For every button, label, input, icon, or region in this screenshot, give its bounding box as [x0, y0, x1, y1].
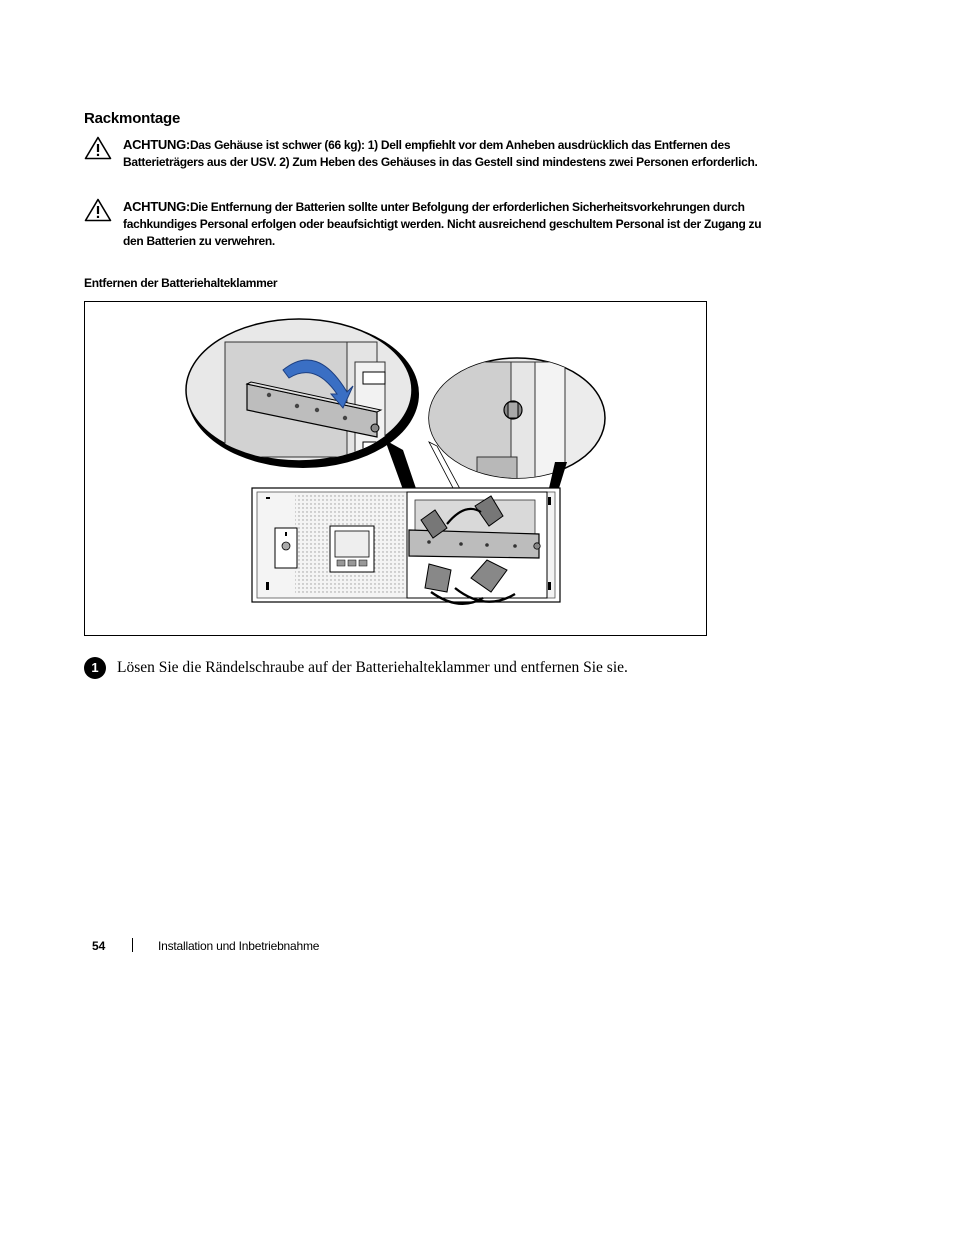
figure-frame	[84, 301, 707, 636]
footer-chapter-title: Installation und Inbetriebnahme	[158, 939, 320, 953]
caution-text	[123, 136, 763, 171]
step-number-badge: 1	[84, 657, 106, 679]
caution-label: ACHTUNG:	[123, 199, 190, 214]
figure-caption: Entfernen der Batteriehalteklammer	[84, 276, 278, 290]
page-number: 54	[92, 939, 106, 953]
warning-triangle-icon	[84, 136, 112, 160]
footer-separator	[132, 938, 133, 952]
ups-battery-bracket-illustration	[85, 302, 706, 635]
caution-label: ACHTUNG:	[123, 137, 190, 152]
warning-triangle-icon	[84, 198, 112, 222]
caution-body: Das Gehäuse ist schwer (66 kg): 1) Dell empfiehlt vor dem Anheben ausdrücklich das Entfernen des Batterieträgers aus der USV. 2) Zum Heben des Gehäuses in das Gestell sind mindestens zwei Personen erforderlich.	[123, 138, 758, 169]
step-text: Lösen Sie die Rändelschraube auf der Batteriehalteklammer und entfernen Sie sie.	[117, 659, 628, 676]
section-title: Rackmontage	[84, 110, 181, 127]
caution-body: Die Entfernung der Batterien sollte unter Befolgung der erforderlichen Sicherheitsvorkehrungen durch fachkundiges Personal erfolgen oder beaufsichtigt werden. Nicht ausreichend geschultem Personal ist der Zugang zu den Batterien zu verwehren.	[123, 200, 762, 248]
caution-text	[123, 198, 763, 250]
